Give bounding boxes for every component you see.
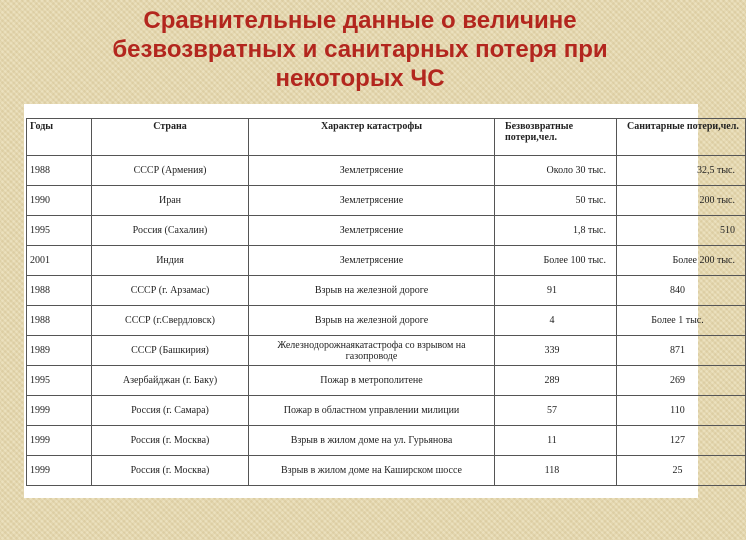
cell-sanitary-losses: 110 [617,396,746,426]
header-irrecoverable-losses: Безвозвратные потери,чел. [495,119,617,156]
cell-irrecoverable-losses: 118 [495,456,617,486]
cell-country: Россия (г. Самара) [92,396,249,426]
cell-sanitary-losses: 32,5 тыс. [617,156,746,186]
cell-sanitary-losses: 200 тыс. [617,186,746,216]
table-row [27,336,746,366]
cell-country: СССР (г. Арзамас) [92,276,249,306]
table-row [27,366,746,396]
cell-irrecoverable-losses: 50 тыс. [495,186,617,216]
table-header-row [27,119,746,156]
title-line-2: безвозвратных и санитарных потеря при [112,36,608,63]
cell-year: 1995 [27,216,92,246]
cell-country: Россия (г. Москва) [92,426,249,456]
cell-sanitary-losses: 269 [617,366,746,396]
page-title [0,6,720,93]
table-body [27,156,746,486]
cell-country: Азербайджан (г. Баку) [92,366,249,396]
title-line-3: некоторых ЧС [275,65,445,92]
cell-sanitary-losses: Более 200 тыс. [617,246,746,276]
header-disaster-type: Характер катастрофы [249,119,495,156]
cell-disaster-type: Землетрясение [249,216,495,246]
cell-year: 1988 [27,156,92,186]
cell-disaster-type: Взрыв в жилом доме на Каширском шоссе [249,456,495,486]
cell-country: СССР (г.Свердловск) [92,306,249,336]
cell-disaster-type: Железнодорожнаякатастрофа со взрывом на газопроводе [249,336,495,366]
cell-year: 1995 [27,366,92,396]
cell-year: 1999 [27,396,92,426]
cell-year: 1988 [27,306,92,336]
cell-irrecoverable-losses: 339 [495,336,617,366]
cell-country: СССР (Армения) [92,156,249,186]
cell-country: СССР (Башкирия) [92,336,249,366]
cell-sanitary-losses: 871 [617,336,746,366]
cell-sanitary-losses: 510 [617,216,746,246]
header-country: Страна [92,119,249,156]
losses-table [26,118,746,486]
cell-disaster-type: Пожар в областном управлении милиции [249,396,495,426]
title-line-1: Сравнительные данные о величине [143,7,577,34]
cell-disaster-type: Взрыв на железной дороге [249,306,495,336]
cell-country: Россия (г. Москва) [92,456,249,486]
cell-sanitary-losses: 127 [617,426,746,456]
table-sheet [24,104,739,498]
table-row [27,426,746,456]
cell-disaster-type: Землетрясение [249,156,495,186]
cell-irrecoverable-losses: 91 [495,276,617,306]
cell-year: 2001 [27,246,92,276]
cell-irrecoverable-losses: 289 [495,366,617,396]
cell-disaster-type: Землетрясение [249,186,495,216]
table-row [27,456,746,486]
cell-irrecoverable-losses: Более 100 тыс. [495,246,617,276]
table-row [27,246,746,276]
cell-year: 1990 [27,186,92,216]
cell-irrecoverable-losses: 57 [495,396,617,426]
header-year: Годы [27,119,92,156]
cell-sanitary-losses: 840 [617,276,746,306]
cell-sanitary-losses: Более 1 тыс. [617,306,746,336]
cell-country: Россия (Сахалин) [92,216,249,246]
table-row [27,156,746,186]
cell-sanitary-losses: 25 [617,456,746,486]
cell-disaster-type: Взрыв на железной дороге [249,276,495,306]
header-sanitary-losses: Санитарные потери,чел. [617,119,746,156]
table-row [27,276,746,306]
cell-country: Иран [92,186,249,216]
cell-year: 1999 [27,456,92,486]
cell-disaster-type: Землетрясение [249,246,495,276]
cell-year: 1999 [27,426,92,456]
cell-disaster-type: Взрыв в жилом доме на ул. Гурьянова [249,426,495,456]
table-row [27,396,746,426]
cell-irrecoverable-losses: Около 30 тыс. [495,156,617,186]
table-row [27,186,746,216]
cell-year: 1989 [27,336,92,366]
table-row [27,216,746,246]
cell-country: Индия [92,246,249,276]
cell-irrecoverable-losses: 4 [495,306,617,336]
cell-irrecoverable-losses: 11 [495,426,617,456]
cell-disaster-type: Пожар в метрополитене [249,366,495,396]
cell-year: 1988 [27,276,92,306]
cell-irrecoverable-losses: 1,8 тыс. [495,216,617,246]
table-row [27,306,746,336]
